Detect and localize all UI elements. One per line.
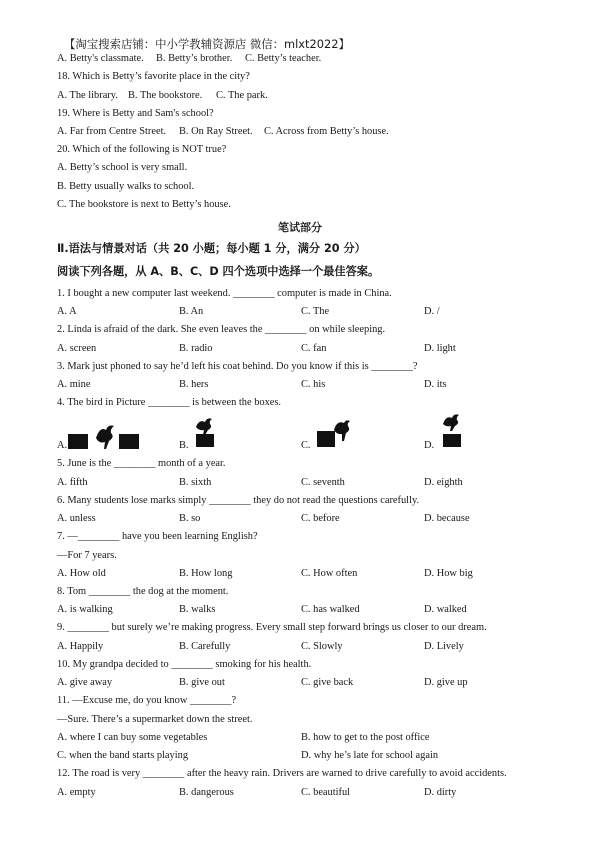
option-c: C. give back [301,677,354,688]
option: C. Betty’s teacher. [245,53,322,64]
option-b: B. How long [179,568,233,579]
option-c: C. when the band starts playing [57,750,189,761]
statement-option: A. Betty’s school is very small. [57,162,188,173]
question-text: 3. Mark just phoned to say he’d left his coat behind. Do you know if this is ________? [57,361,418,372]
question-text: 9. ________ but surely we’re making progress. Every small step forward brings us closer to our dream. [57,622,487,633]
option: A. Betty's classmate. [57,53,144,64]
option-b: B. how to get to the post office [301,732,430,743]
option-d: D. eighth [424,477,463,488]
options-row [0,125,600,138]
option-c: C. seventh [301,477,345,488]
question-text: 19. Where is Betty and Sam's school? [57,108,214,119]
option-a: A. How old [57,568,106,579]
option-c: C. Slowly [301,641,343,652]
question-text: 6. Many students lose marks simply ________ they do not read the questions carefully. [57,495,420,506]
option-b: B. radio [179,343,213,354]
option-a: A. where I can buy some vegetables [57,732,208,743]
option-c: C. before [301,513,340,524]
option-b: B. dangerous [179,787,234,798]
options-row [0,749,600,762]
option-a: A. is walking [57,604,113,615]
dialogue-reply: —For 7 years. [57,550,117,561]
option-d: D. walked [424,604,467,615]
question-text: 20. Which of the following is NOT true? [57,144,227,155]
option-b: B. so [179,513,201,524]
option-d: D. give up [424,677,468,688]
option-c: C. fan [301,343,327,354]
option-d: D. dirty [424,787,457,798]
options-row [0,52,600,65]
statement-option: B. Betty usually walks to school. [57,181,195,192]
dialogue-reply: —Sure. There’s a supermarket down the street. [57,714,253,725]
option-c: C. beautiful [301,787,351,798]
instruction: 阅读下列各题，从 A、B、C、D 四个选项中选择一个最佳答案。 [57,265,380,278]
option: C. Across from Betty’s house. [264,126,389,137]
option-a: A. fifth [57,477,88,488]
question-text: 10. My grandpa decided to ________ smoking for his health. [57,659,312,670]
option-c: C. [301,440,311,451]
option: A. Far from Centre Street. [57,126,167,137]
option-a: A. screen [57,343,97,354]
option-d: D. light [424,343,456,354]
question-text: 12. The road is very ________ after the heavy rain. Drivers are warned to drive carefully to avoid accidents. [57,768,507,779]
part-heading: Ⅱ.语法与情景对话（共 20 小题；每小题 1 分，满分 20 分） [57,242,366,255]
shop-banner: 【淘宝搜索店铺：中小学教辅资源店 微信：mlxt2022】 [64,37,350,51]
option-c: C. The [301,306,330,317]
option-a: A. A [57,306,77,317]
option: B. On Ray Street. [179,126,253,137]
option: C. The park. [216,90,268,101]
question-text: 2. Linda is afraid of the dark. She even leaves the ________ on while sleeping. [57,324,386,335]
options-row [0,676,600,689]
picture-d-bird-above-box [437,414,467,448]
option-d: D. its [424,379,447,390]
option: B. Betty’s brother. [156,53,233,64]
option: B. The bookstore. [128,90,203,101]
option-d: D. why he’s late for school again [301,750,439,761]
option-b: B. walks [179,604,216,615]
question-text: 4. The bird in Picture ________ is between the boxes. [57,397,282,408]
options-row [0,603,600,616]
picture-b-bird-on-box [191,418,219,448]
options-row [0,378,600,391]
question-text: 5. June is the ________ month of a year. [57,458,226,469]
options-row [0,89,600,102]
options-row [0,731,600,744]
option-d: D. / [424,306,440,317]
options-row [0,567,600,580]
option-b: B. An [179,306,204,317]
option-a: A. empty [57,787,96,798]
option-d: D. Lively [424,641,464,652]
options-row [0,786,600,799]
options-row [0,342,600,355]
option-a: A. unless [57,513,96,524]
options-row [0,476,600,489]
question-text: 18. Which is Betty’s favorite place in the city? [57,71,250,82]
options-row [0,305,600,318]
option-b: B. [179,440,189,451]
option: A. The library. [57,90,118,101]
option-c: C. has walked [301,604,360,615]
question-text: 7. —________ have you been learning English? [57,531,258,542]
picture-a-bird-between-boxes [66,418,146,450]
question-text: 1. I bought a new computer last weekend. ________ computer is made in China. [57,288,392,299]
option-c: C. his [301,379,326,390]
options-row [0,512,600,525]
question-text: 8. Tom ________ the dog at the moment. [57,586,229,597]
option-d: D. [424,440,435,451]
option-a: A. Happily [57,641,104,652]
option-a: A. [57,440,68,451]
picture-c-bird-beside-box [316,418,352,448]
option-d: D. How big [424,568,473,579]
option-b: B. Carefully [179,641,231,652]
question-text: 11. —Excuse me, do you know ________? [57,695,237,706]
option-a: A. give away [57,677,113,688]
option-b: B. give out [179,677,225,688]
option-b: B. sixth [179,477,212,488]
option-c: C. How often [301,568,358,579]
statement-option: C. The bookstore is next to Betty’s house. [57,199,231,210]
section-title: 笔试部分 [278,221,322,234]
options-row [0,640,600,653]
option-a: A. mine [57,379,91,390]
option-d: D. because [424,513,470,524]
option-b: B. hers [179,379,209,390]
